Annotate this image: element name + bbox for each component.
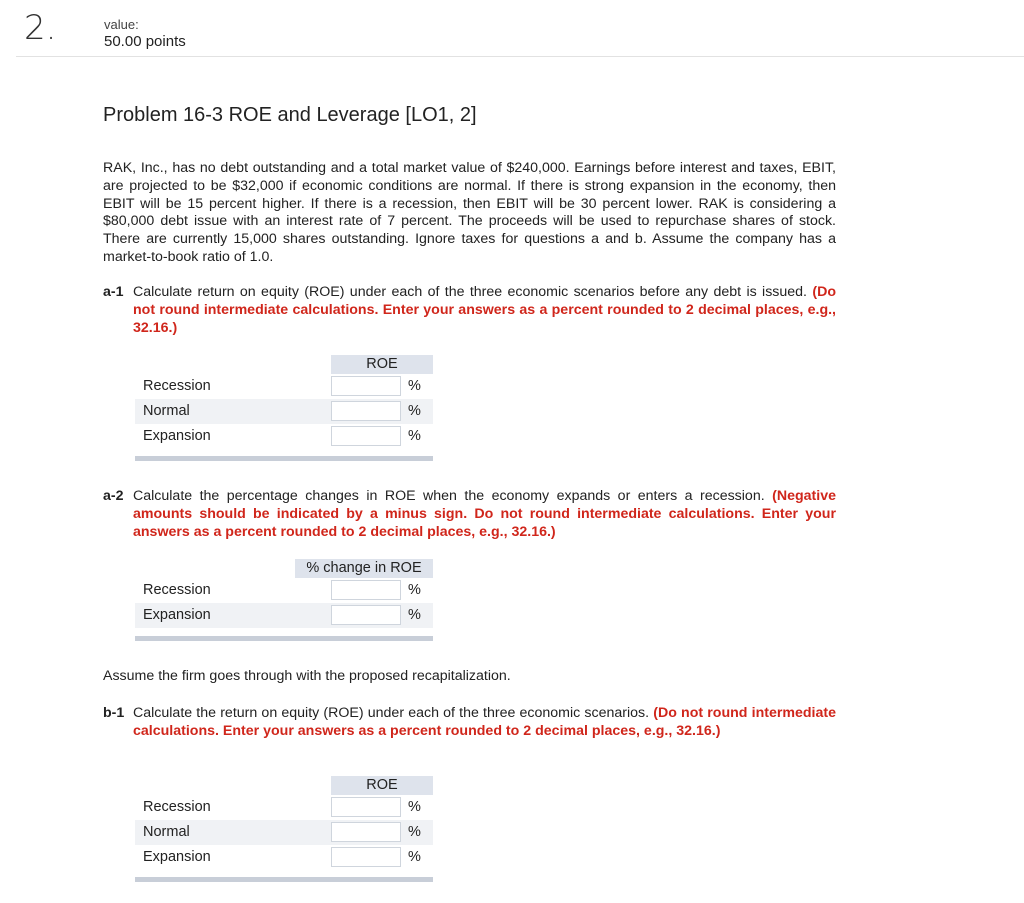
question-a1-instruction: (Do not round intermediate calculations. Enter your answers as a percent rounded to 2 decimal places, e.g., 32.16.) (133, 284, 836, 336)
a2-recession-input[interactable] (331, 580, 401, 600)
row-label: Recession (143, 799, 211, 815)
question-b1-text: Calculate the return on equity (ROE) under each of the three economic scenarios. (133, 705, 650, 721)
header-divider (16, 56, 1024, 57)
assumption-text: Assume the firm goes through with the proposed recapitalization. (103, 668, 511, 684)
question-b1-instruction: (Do not round intermediate calculations. Enter your answers as a percent rounded to 2 decimal places, e.g., 32.16.) (133, 705, 836, 739)
question-a2-text: Calculate the percentage changes in ROE when the economy expands or enters a recession. (133, 488, 765, 504)
row-label: Normal (143, 403, 190, 419)
b1-answer-table (135, 776, 433, 884)
table-bottom-bar (135, 877, 433, 882)
table-bottom-bar (135, 636, 433, 641)
a1-expansion-input[interactable] (331, 426, 401, 446)
value-label: value: (104, 17, 139, 32)
question-number: 2. (24, 8, 57, 48)
row-label: Expansion (143, 428, 211, 444)
b1-expansion-input[interactable] (331, 847, 401, 867)
b1-recession-input[interactable] (331, 797, 401, 817)
question-a2 (103, 488, 836, 541)
row-label: Expansion (143, 849, 211, 865)
table-row (135, 424, 433, 449)
question-a2-instruction: (Negative amounts should be indicated by a minus sign. Do not round intermediate calculations. Enter your answers as a percent rounded to 2 decimal places, e.g., 32.16.) (133, 488, 836, 540)
percent-unit: % (408, 799, 421, 815)
percent-unit: % (408, 428, 421, 444)
percent-unit: % (408, 849, 421, 865)
percent-unit: % (408, 607, 421, 623)
a1-normal-input[interactable] (331, 401, 401, 421)
a1-answer-table (135, 355, 433, 463)
percent-unit: % (408, 824, 421, 840)
a2-answer-table (135, 559, 433, 643)
problem-intro: RAK, Inc., has no debt outstanding and a total market value of $240,000. Earnings before interest and taxes, EBIT, are projected to be $32,000 if economic conditions are normal. If there is strong expansion in the economy, then EBIT will be 15 percent higher. If there is a recession, then EBIT will be 30 percent lower. RAK is considering a $80,000 debt issue with an interest rate of 7 percent. The proceeds will be used to repurchase shares of stock. There are currently 15,000 shares outstanding. Ignore taxes for questions a and b. Assume the company has a market-to-book ratio of 1.0. (103, 160, 836, 265)
percent-unit: % (408, 403, 421, 419)
b1-column-header: ROE (331, 776, 433, 795)
table-bottom-bar (135, 456, 433, 461)
table-row (135, 578, 433, 603)
table-row (135, 399, 433, 424)
question-b1 (103, 705, 836, 741)
table-row (135, 845, 433, 870)
b1-normal-input[interactable] (331, 822, 401, 842)
a1-recession-input[interactable] (331, 376, 401, 396)
table-row (135, 374, 433, 399)
question-b1-tag: b-1 (103, 705, 125, 721)
value-points: 50.00 points (104, 33, 186, 50)
a1-column-header: ROE (331, 355, 433, 374)
question-a1 (103, 284, 836, 337)
percent-unit: % (408, 582, 421, 598)
row-label: Normal (143, 824, 190, 840)
row-label: Expansion (143, 607, 211, 623)
table-row (135, 820, 433, 845)
table-row (135, 603, 433, 628)
percent-unit: % (408, 378, 421, 394)
row-label: Recession (143, 582, 211, 598)
table-row (135, 795, 433, 820)
a2-column-header: % change in ROE (295, 559, 433, 578)
problem-title: Problem 16-3 ROE and Leverage [LO1, 2] (103, 104, 477, 126)
question-a1-tag: a-1 (103, 284, 124, 300)
question-a1-text: Calculate return on equity (ROE) under each of the three economic scenarios before any debt is issued. (133, 284, 807, 300)
row-label: Recession (143, 378, 211, 394)
question-a2-tag: a-2 (103, 488, 124, 504)
a2-expansion-input[interactable] (331, 605, 401, 625)
